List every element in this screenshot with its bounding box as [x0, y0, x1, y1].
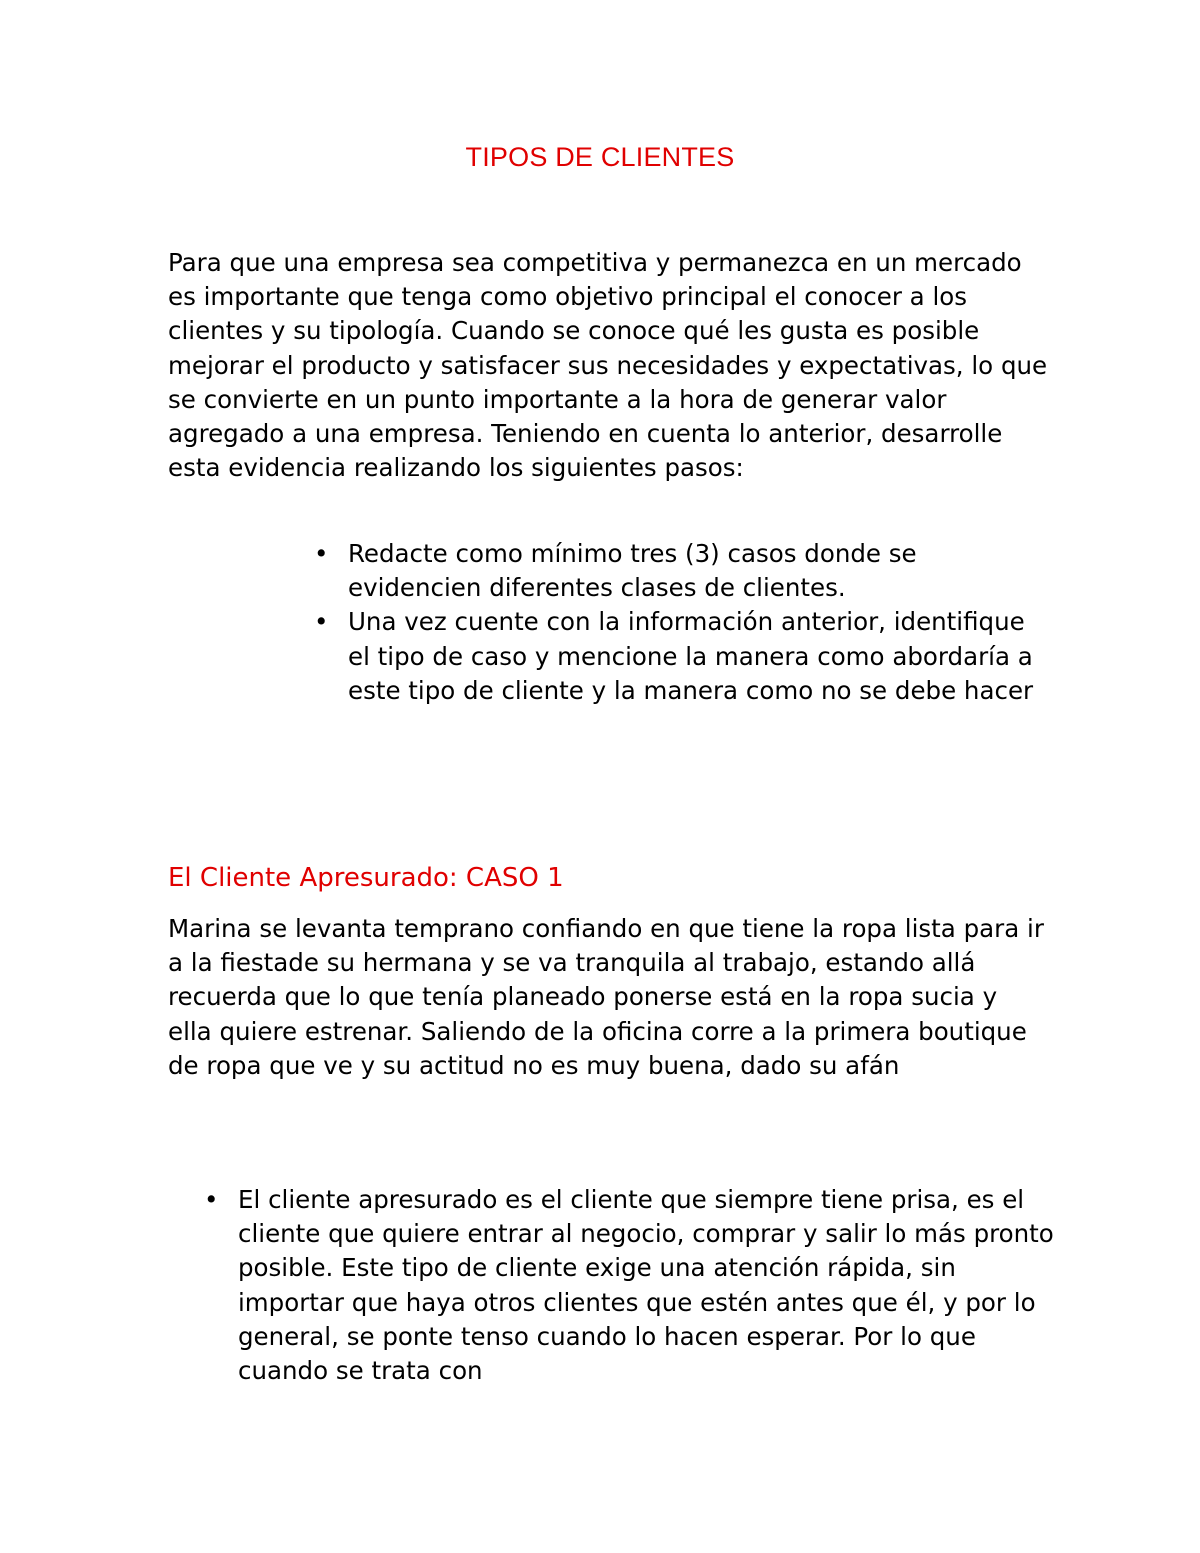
intro-paragraph: Para que una empresa sea competitiva y permanezca en un mercado es importante que tenga como objetivo principal el conocer a los clientes y su tipología. Cuando se conoce qué les gusta es posible mejorar el producto y satisfacer sus necesidades y expectativas, lo que se convierte en un punto importante a la hora de generar valor agregado a una empresa. Teniendo en cuenta lo anterior, desarrolle esta evidencia realizando los siguientes pasos:	[168, 248, 1048, 483]
case-paragraph: Marina se levanta temprano confiando en que tiene la ropa lista para ir a la fiestade su hermana y se va tranquila al trabajo, estando allá recuerda que lo que tenía planeado ponerse está en la ropa sucia y ella quiere estrenar. Saliendo de la oficina corre a la primera boutique de ropa que ve y su actitud no es muy buena, dado su afán	[168, 914, 1044, 1080]
list-item	[204, 1183, 1058, 1388]
case-heading: El Cliente Apresurado: CASO 1	[168, 863, 564, 893]
list-item	[314, 537, 1048, 605]
steps-list	[314, 537, 1048, 708]
step-text: Una vez cuente con la información anterior, identifique el tipo de caso y mencione la manera como abordaría a este tipo de cliente y la manera como no se debe hacer	[348, 607, 1034, 705]
case-notes-list	[204, 1183, 1058, 1388]
bullet-icon: •	[314, 539, 329, 568]
case-note-text: El cliente apresurado es el cliente que siempre tiene prisa, es el cliente que quiere entrar al negocio, comprar y salir lo más pronto posible. Este tipo de cliente exige una atención rápida, sin importar que haya otros clientes que estén antes que él, y por lo general, se ponte tenso cuando lo hacen esperar. Por lo que cuando se trata con	[238, 1185, 1054, 1386]
list-item	[314, 605, 1048, 708]
document-title: TIPOS DE CLIENTES	[465, 142, 735, 172]
bullet-icon: •	[314, 607, 329, 637]
step-text: Redacte como mínimo tres (3) casos donde se evidencien diferentes clases de clientes.	[348, 539, 917, 603]
bullet-icon: •	[204, 1185, 219, 1214]
